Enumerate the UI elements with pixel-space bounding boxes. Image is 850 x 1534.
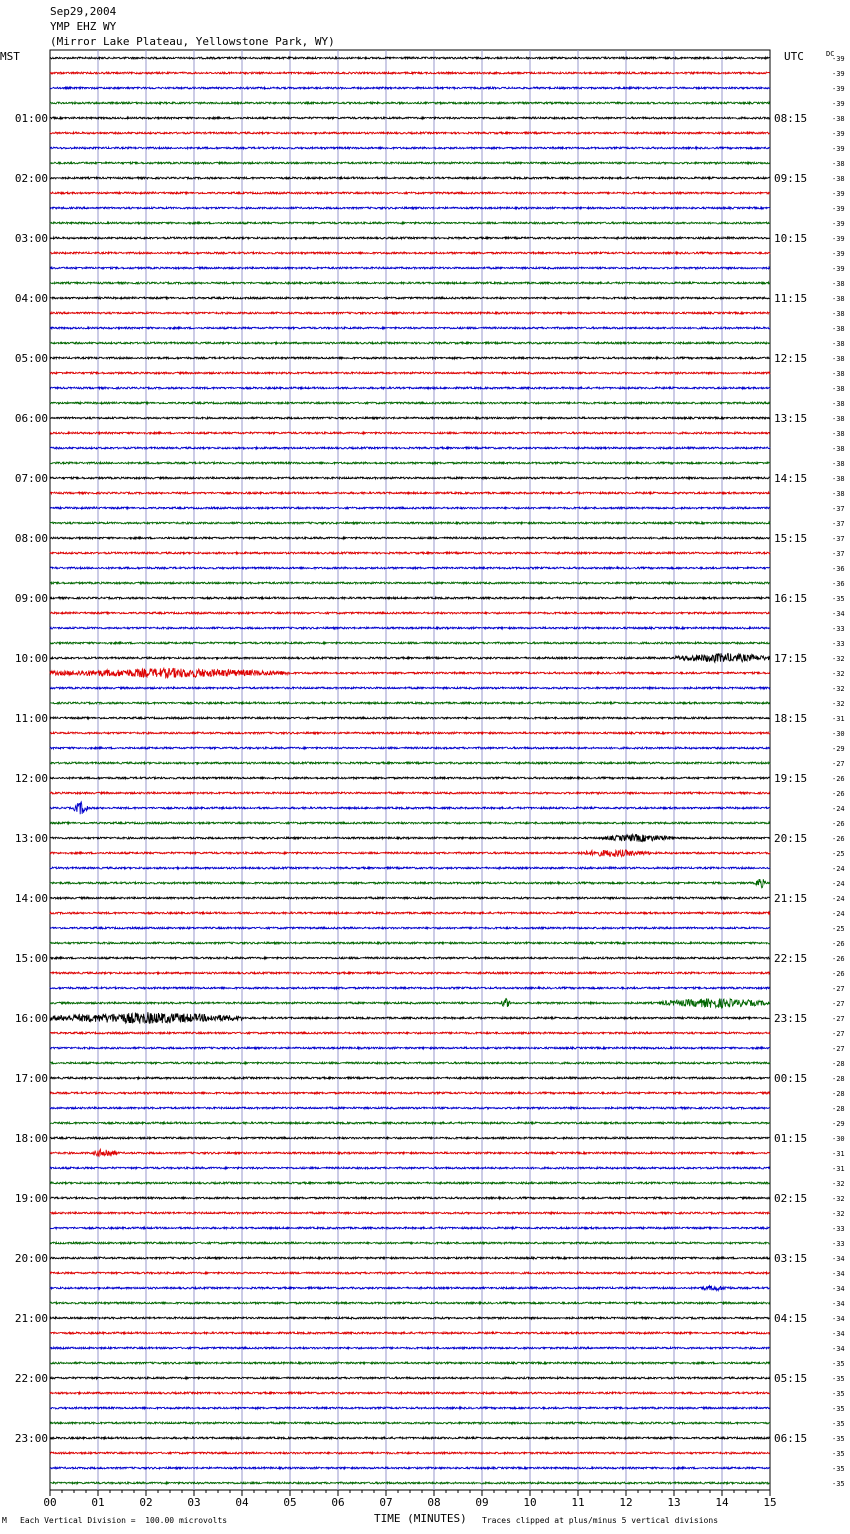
x-tick-label: 13	[667, 1496, 681, 1509]
trace-line	[50, 987, 770, 989]
trace-line	[50, 1467, 770, 1469]
dc-axis-title: DC	[826, 50, 835, 58]
mst-hour-label: 20:00	[14, 1252, 48, 1265]
dc-offset-label: -36	[832, 565, 845, 573]
mst-axis-title: MST	[0, 50, 20, 63]
trace-line	[50, 867, 770, 869]
trace-line	[50, 222, 770, 224]
dc-offset-label: -32	[832, 655, 845, 663]
trace-line	[50, 1317, 770, 1319]
dc-offset-label: -34	[832, 1300, 845, 1308]
trace-line	[50, 1286, 770, 1291]
trace-line	[50, 477, 770, 479]
trace-line	[50, 432, 770, 434]
dc-offset-label: -37	[832, 550, 845, 558]
dc-offset-label: -39	[832, 85, 845, 93]
utc-hour-label: 17:15	[774, 652, 808, 665]
dc-offset-label: -34	[832, 1330, 845, 1338]
trace-line	[50, 147, 770, 149]
dc-offset-label: -38	[832, 340, 845, 348]
dc-offset-label: -38	[832, 490, 845, 498]
x-tick-label: 08	[427, 1496, 441, 1509]
trace-line	[50, 582, 770, 584]
dc-offset-label: -32	[832, 685, 845, 693]
dc-offset-label: -37	[832, 505, 845, 513]
dc-offset-label: -35	[832, 1405, 845, 1413]
trace-line	[50, 972, 770, 974]
trace-line	[50, 537, 770, 539]
dc-offset-label: -26	[832, 820, 845, 828]
dc-offset-label: -35	[832, 1450, 845, 1458]
trace-line	[50, 462, 770, 464]
trace-line	[50, 957, 770, 959]
dc-offset-label: -38	[832, 115, 845, 123]
dc-offset-label: -29	[832, 745, 845, 753]
trace-line	[50, 327, 770, 329]
utc-axis-title: UTC	[784, 50, 804, 63]
trace-line	[50, 117, 770, 119]
x-tick-label: 12	[619, 1496, 633, 1509]
trace-line	[50, 1302, 770, 1304]
dc-offset-label: -30	[832, 1135, 845, 1143]
trace-line	[50, 207, 770, 209]
mst-hour-label: 17:00	[14, 1072, 48, 1085]
dc-offset-label: -26	[832, 835, 845, 843]
dc-offset-label: -25	[832, 925, 845, 933]
footer-mark: M	[2, 1516, 7, 1525]
dc-offset-label: -39	[832, 235, 845, 243]
dc-offset-label: -27	[832, 1000, 845, 1008]
dc-offset-label: -38	[832, 280, 845, 288]
trace-line	[50, 507, 770, 509]
dc-offset-label: -28	[832, 1090, 845, 1098]
trace-line	[50, 1272, 770, 1274]
dc-offset-label: -34	[832, 610, 845, 618]
dc-offset-label: -34	[832, 1255, 845, 1263]
mst-hour-label: 19:00	[14, 1192, 48, 1205]
mst-hour-label: 18:00	[14, 1132, 48, 1145]
header-date: Sep29,2004	[50, 5, 117, 18]
dc-offset-label: -38	[832, 430, 845, 438]
dc-offset-label: -27	[832, 1030, 845, 1038]
trace-line	[50, 417, 770, 419]
dc-offset-label: -30	[832, 730, 845, 738]
dc-offset-label: -39	[832, 205, 845, 213]
trace-line	[50, 342, 770, 344]
dc-offset-label: -34	[832, 1315, 845, 1323]
dc-offset-label: -35	[832, 1420, 845, 1428]
utc-hour-label: 22:15	[774, 952, 808, 965]
dc-offset-label: -29	[832, 1120, 845, 1128]
dc-offset-label: -28	[832, 1060, 845, 1068]
mst-hour-label: 22:00	[14, 1372, 48, 1385]
utc-hour-label: 14:15	[774, 472, 808, 485]
trace-line	[50, 1149, 770, 1156]
dc-offset-label: -39	[832, 55, 845, 63]
trace-line	[50, 627, 770, 629]
utc-hour-label: 05:15	[774, 1372, 808, 1385]
dc-offset-label: -39	[832, 145, 845, 153]
utc-hour-label: 11:15	[774, 292, 808, 305]
dc-offset-label: -27	[832, 1015, 845, 1023]
x-tick-label: 06	[331, 1496, 345, 1509]
trace-line	[50, 850, 770, 857]
dc-offset-label: -26	[832, 775, 845, 783]
trace-line	[50, 834, 770, 842]
mst-hour-label: 09:00	[14, 592, 48, 605]
trace-line	[50, 1197, 770, 1199]
dc-offset-label: -38	[832, 400, 845, 408]
utc-hour-label: 08:15	[774, 112, 808, 125]
dc-offset-label: -26	[832, 970, 845, 978]
dc-offset-label: -33	[832, 1225, 845, 1233]
dc-offset-label: -37	[832, 535, 845, 543]
dc-offset-label: -38	[832, 175, 845, 183]
dc-offset-label: -38	[832, 310, 845, 318]
dc-offset-label: -38	[832, 445, 845, 453]
x-tick-label: 01	[91, 1496, 105, 1509]
trace-line	[50, 717, 770, 719]
trace-line	[50, 132, 770, 134]
mst-hour-label: 14:00	[14, 892, 48, 905]
trace-line	[50, 1047, 770, 1049]
dc-offset-label: -28	[832, 1075, 845, 1083]
dc-offset-label: -31	[832, 715, 845, 723]
trace-line	[50, 879, 770, 888]
trace-line	[50, 57, 770, 59]
dc-offset-label: -28	[832, 1105, 845, 1113]
mst-hour-label: 21:00	[14, 1312, 48, 1325]
dc-offset-label: -32	[832, 700, 845, 708]
trace-line	[50, 1377, 770, 1379]
trace-line	[50, 252, 770, 254]
trace-line	[50, 372, 770, 374]
utc-hour-label: 15:15	[774, 532, 808, 545]
trace-line	[50, 1392, 770, 1394]
x-tick-label: 14	[715, 1496, 729, 1509]
trace-line	[50, 567, 770, 569]
x-tick-label: 09	[475, 1496, 489, 1509]
trace-line	[50, 387, 770, 389]
trace-line	[50, 1452, 770, 1454]
mst-hour-label: 07:00	[14, 472, 48, 485]
trace-line	[50, 1257, 770, 1259]
dc-offset-label: -24	[832, 880, 845, 888]
dc-offset-label: -25	[832, 850, 845, 858]
mst-hour-label: 02:00	[14, 172, 48, 185]
trace-line	[50, 1107, 770, 1109]
dc-offset-label: -26	[832, 790, 845, 798]
dc-offset-label: -24	[832, 910, 845, 918]
dc-offset-label: -37	[832, 520, 845, 528]
utc-hour-label: 20:15	[774, 832, 808, 845]
trace-line	[50, 1212, 770, 1214]
utc-hour-label: 12:15	[774, 352, 808, 365]
dc-offset-label: -24	[832, 895, 845, 903]
trace-line	[50, 177, 770, 179]
trace-line	[50, 492, 770, 494]
utc-hour-label: 03:15	[774, 1252, 808, 1265]
dc-offset-label: -26	[832, 940, 845, 948]
utc-hour-label: 04:15	[774, 1312, 808, 1325]
dc-offset-label: -39	[832, 70, 845, 78]
dc-offset-label: -38	[832, 370, 845, 378]
trace-line	[50, 668, 770, 678]
trace-line	[50, 402, 770, 404]
utc-hour-label: 16:15	[774, 592, 808, 605]
x-axis-title: TIME (MINUTES)	[374, 1512, 467, 1525]
trace-line	[50, 1482, 770, 1484]
dc-offset-label: -31	[832, 1165, 845, 1173]
trace-line	[50, 597, 770, 599]
mst-hour-label: 13:00	[14, 832, 48, 845]
dc-offset-label: -32	[832, 670, 845, 678]
trace-line	[50, 552, 770, 554]
trace-line	[50, 1012, 770, 1024]
mst-hour-label: 23:00	[14, 1432, 48, 1445]
dc-offset-label: -27	[832, 1045, 845, 1053]
dc-offset-label: -38	[832, 460, 845, 468]
trace-line	[50, 1092, 770, 1094]
trace-line	[50, 653, 770, 662]
x-tick-label: 03	[187, 1496, 201, 1509]
dc-offset-label: -35	[832, 1375, 845, 1383]
trace-line	[50, 762, 770, 764]
x-tick-label: 04	[235, 1496, 249, 1509]
mst-hour-label: 12:00	[14, 772, 48, 785]
x-tick-label: 15	[763, 1496, 777, 1509]
utc-hour-label: 01:15	[774, 1132, 808, 1145]
mst-hour-label: 01:00	[14, 112, 48, 125]
utc-hour-label: 02:15	[774, 1192, 808, 1205]
utc-hour-label: 06:15	[774, 1432, 808, 1445]
dc-offset-label: -33	[832, 625, 845, 633]
trace-line	[50, 802, 770, 814]
trace-line	[50, 822, 770, 824]
trace-line	[50, 192, 770, 194]
trace-line	[50, 897, 770, 899]
dc-offset-label: -35	[832, 1435, 845, 1443]
mst-hour-label: 08:00	[14, 532, 48, 545]
trace-line	[50, 1407, 770, 1409]
dc-offset-label: -32	[832, 1210, 845, 1218]
utc-hour-label: 09:15	[774, 172, 808, 185]
trace-line	[50, 1422, 770, 1424]
trace-line	[50, 747, 770, 749]
x-tick-label: 02	[139, 1496, 153, 1509]
dc-offset-label: -33	[832, 640, 845, 648]
dc-offset-label: -36	[832, 580, 845, 588]
utc-hour-label: 10:15	[774, 232, 808, 245]
dc-offset-label: -38	[832, 160, 845, 168]
trace-line	[50, 1347, 770, 1349]
utc-hour-label: 19:15	[774, 772, 808, 785]
dc-offset-label: -27	[832, 760, 845, 768]
dc-offset-label: -39	[832, 100, 845, 108]
trace-line	[50, 732, 770, 734]
dc-offset-label: -31	[832, 1150, 845, 1158]
mst-hour-label: 05:00	[14, 352, 48, 365]
dc-offset-label: -39	[832, 220, 845, 228]
scale-note: Each Vertical Division = 100.00 microvolts	[20, 1516, 228, 1525]
dc-offset-label: -39	[832, 265, 845, 273]
x-tick-label: 05	[283, 1496, 297, 1509]
dc-offset-label: -39	[832, 130, 845, 138]
dc-offset-label: -35	[832, 595, 845, 603]
dc-offset-label: -35	[832, 1465, 845, 1473]
dc-offset-label: -39	[832, 250, 845, 258]
mst-hour-label: 04:00	[14, 292, 48, 305]
trace-line	[50, 1242, 770, 1244]
dc-offset-label: -34	[832, 1345, 845, 1353]
trace-line	[50, 687, 770, 689]
dc-offset-label: -38	[832, 415, 845, 423]
dc-offset-label: -24	[832, 865, 845, 873]
dc-offset-label: -26	[832, 955, 845, 963]
dc-offset-label: -33	[832, 1240, 845, 1248]
trace-line	[50, 447, 770, 449]
dc-offset-label: -35	[832, 1390, 845, 1398]
trace-line	[50, 1122, 770, 1124]
dc-offset-label: -38	[832, 475, 845, 483]
dc-offset-label: -34	[832, 1285, 845, 1293]
trace-line	[50, 1167, 770, 1169]
trace-line	[50, 87, 770, 89]
dc-offset-label: -34	[832, 1270, 845, 1278]
trace-line	[50, 102, 770, 104]
trace-line	[50, 612, 770, 614]
trace-line	[50, 1062, 770, 1064]
trace-line	[50, 522, 770, 524]
x-tick-label: 00	[43, 1496, 57, 1509]
trace-line	[50, 72, 770, 74]
trace-line	[50, 927, 770, 929]
trace-line	[50, 912, 770, 914]
dc-offset-label: -32	[832, 1195, 845, 1203]
trace-line	[50, 237, 770, 239]
trace-line	[50, 1032, 770, 1034]
trace-line	[50, 282, 770, 284]
trace-line	[50, 1227, 770, 1229]
trace-line	[50, 312, 770, 314]
trace-line	[50, 998, 770, 1008]
trace-line	[50, 1077, 770, 1079]
clip-note: Traces clipped at plus/minus 5 vertical divisions	[482, 1516, 719, 1525]
trace-line	[50, 1137, 770, 1139]
utc-hour-label: 00:15	[774, 1072, 808, 1085]
dc-offset-label: -38	[832, 385, 845, 393]
trace-line	[50, 162, 770, 164]
trace-line	[50, 942, 770, 944]
trace-line	[50, 777, 770, 779]
dc-offset-label: -38	[832, 355, 845, 363]
dc-offset-label: -35	[832, 1480, 845, 1488]
mst-hour-label: 10:00	[14, 652, 48, 665]
trace-line	[50, 1182, 770, 1184]
mst-hour-label: 03:00	[14, 232, 48, 245]
dc-offset-label: -39	[832, 190, 845, 198]
trace-line	[50, 357, 770, 359]
dc-offset-label: -24	[832, 805, 845, 813]
trace-line	[50, 702, 770, 704]
trace-line	[50, 1362, 770, 1364]
trace-line	[50, 1332, 770, 1334]
dc-offset-label: -32	[832, 1180, 845, 1188]
x-tick-label: 10	[523, 1496, 537, 1509]
mst-hour-label: 15:00	[14, 952, 48, 965]
x-tick-label: 11	[571, 1496, 585, 1509]
utc-hour-label: 21:15	[774, 892, 808, 905]
utc-hour-label: 23:15	[774, 1012, 808, 1025]
utc-hour-label: 13:15	[774, 412, 808, 425]
utc-hour-label: 18:15	[774, 712, 808, 725]
dc-offset-label: -38	[832, 325, 845, 333]
header-station: YMP EHZ WY	[50, 20, 117, 33]
mst-hour-label: 11:00	[14, 712, 48, 725]
header-location: (Mirror Lake Plateau, Yellowstone Park, WY)	[50, 35, 335, 48]
trace-line	[50, 792, 770, 794]
mst-hour-label: 06:00	[14, 412, 48, 425]
dc-offset-label: -35	[832, 1360, 845, 1368]
trace-line	[50, 297, 770, 299]
x-tick-label: 07	[379, 1496, 393, 1509]
trace-line	[50, 1437, 770, 1439]
trace-line	[50, 267, 770, 269]
mst-hour-label: 16:00	[14, 1012, 48, 1025]
trace-line	[50, 642, 770, 644]
dc-offset-label: -38	[832, 295, 845, 303]
dc-offset-label: -27	[832, 985, 845, 993]
